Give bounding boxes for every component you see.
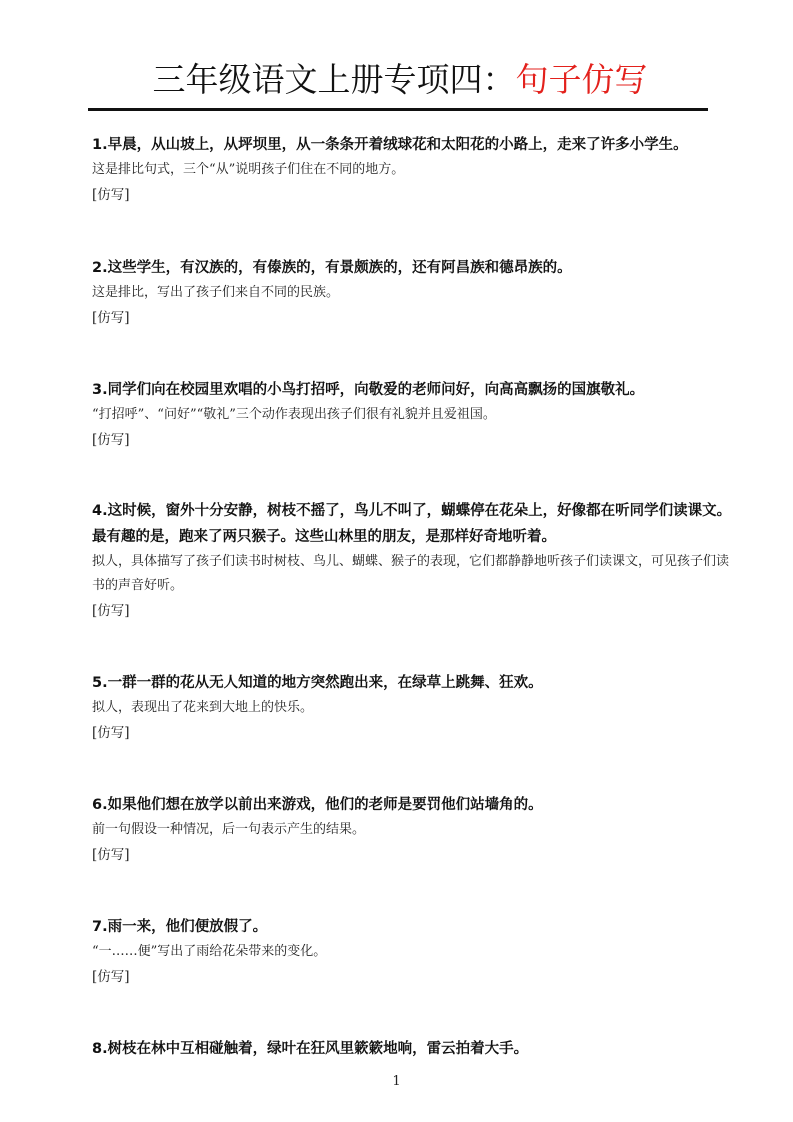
practice-label: [仿写] bbox=[92, 847, 130, 863]
exercise-item-1 bbox=[92, 132, 737, 208]
exercise-item-8 bbox=[92, 1036, 737, 1062]
exercise-question: 3.同学们向在校园里欢唱的小鸟打招呼，向敬爱的老师问好，向高高飘扬的国旗敬礼。 bbox=[92, 382, 645, 398]
exercise-item-5 bbox=[92, 670, 737, 746]
exercise-item-4 bbox=[92, 498, 737, 624]
exercise-question: 1.早晨，从山坡上，从坪坝里，从一条条开着绒球花和太阳花的小路上，走来了许多小学生。 bbox=[92, 137, 688, 153]
practice-label: [仿写] bbox=[92, 187, 130, 203]
exercise-question: 8.树枝在林中互相碰触着，绿叶在狂风里簌簌地响，雷云拍着大手。 bbox=[92, 1041, 529, 1057]
exercise-note: 拟人，具体描写了孩子们读书时树枝、鸟儿、蝴蝶、猴子的表现，它们都静静地听孩子们读课文，可见孩子们读书的声音好听。 bbox=[92, 554, 730, 593]
page-number: 1 bbox=[392, 1074, 401, 1089]
exercise-item-2 bbox=[92, 255, 737, 331]
exercise-note: 前一句假设一种情况，后一句表示产生的结果。 bbox=[92, 822, 366, 837]
practice-label: [仿写] bbox=[92, 310, 130, 326]
practice-label: [仿写] bbox=[92, 603, 130, 619]
practice-label: [仿写] bbox=[92, 725, 130, 741]
practice-label: [仿写] bbox=[92, 969, 130, 985]
exercise-question: 7.雨一来，他们便放假了。 bbox=[92, 919, 268, 935]
title-rule bbox=[88, 108, 708, 111]
exercise-question: 4.这时候，窗外十分安静，树枝不摇了，鸟儿不叫了，蝴蝶停在花朵上，好像都在听同学们读课文。最有趣的是，跑来了两只猴子。这些山林里的朋友，是那样好奇地听着。 bbox=[92, 503, 732, 545]
exercise-note: 拟人，表现出了花来到大地上的快乐。 bbox=[92, 700, 314, 715]
exercise-note: “一……便”写出了雨给花朵带来的变化。 bbox=[92, 944, 327, 959]
exercise-item-3 bbox=[92, 377, 737, 453]
exercise-question: 2.这些学生，有汉族的，有傣族的，有景颇族的，还有阿昌族和德昂族的。 bbox=[92, 260, 572, 276]
page-title bbox=[90, 58, 710, 102]
exercise-note: “打招呼”、“问好”“敬礼”三个动作表现出孩子们很有礼貌并且爱祖国。 bbox=[92, 407, 496, 422]
exercise-question: 6.如果他们想在放学以前出来游戏，他们的老师是要罚他们站墙角的。 bbox=[92, 797, 543, 813]
title-main: 三年级语文上册专项四： bbox=[152, 60, 516, 99]
practice-label: [仿写] bbox=[92, 432, 130, 448]
exercise-item-6 bbox=[92, 792, 737, 868]
title-accent: 句子仿写 bbox=[515, 60, 648, 99]
exercise-item-7 bbox=[92, 914, 737, 990]
exercise-question: 5.一群一群的花从无人知道的地方突然跑出来，在绿草上跳舞、狂欢。 bbox=[92, 675, 543, 691]
exercise-note: 这是排比，写出了孩子们来自不同的民族。 bbox=[92, 285, 340, 300]
exercise-note: 这是排比句式，三个“从”说明孩子们住在不同的地方。 bbox=[92, 162, 405, 177]
